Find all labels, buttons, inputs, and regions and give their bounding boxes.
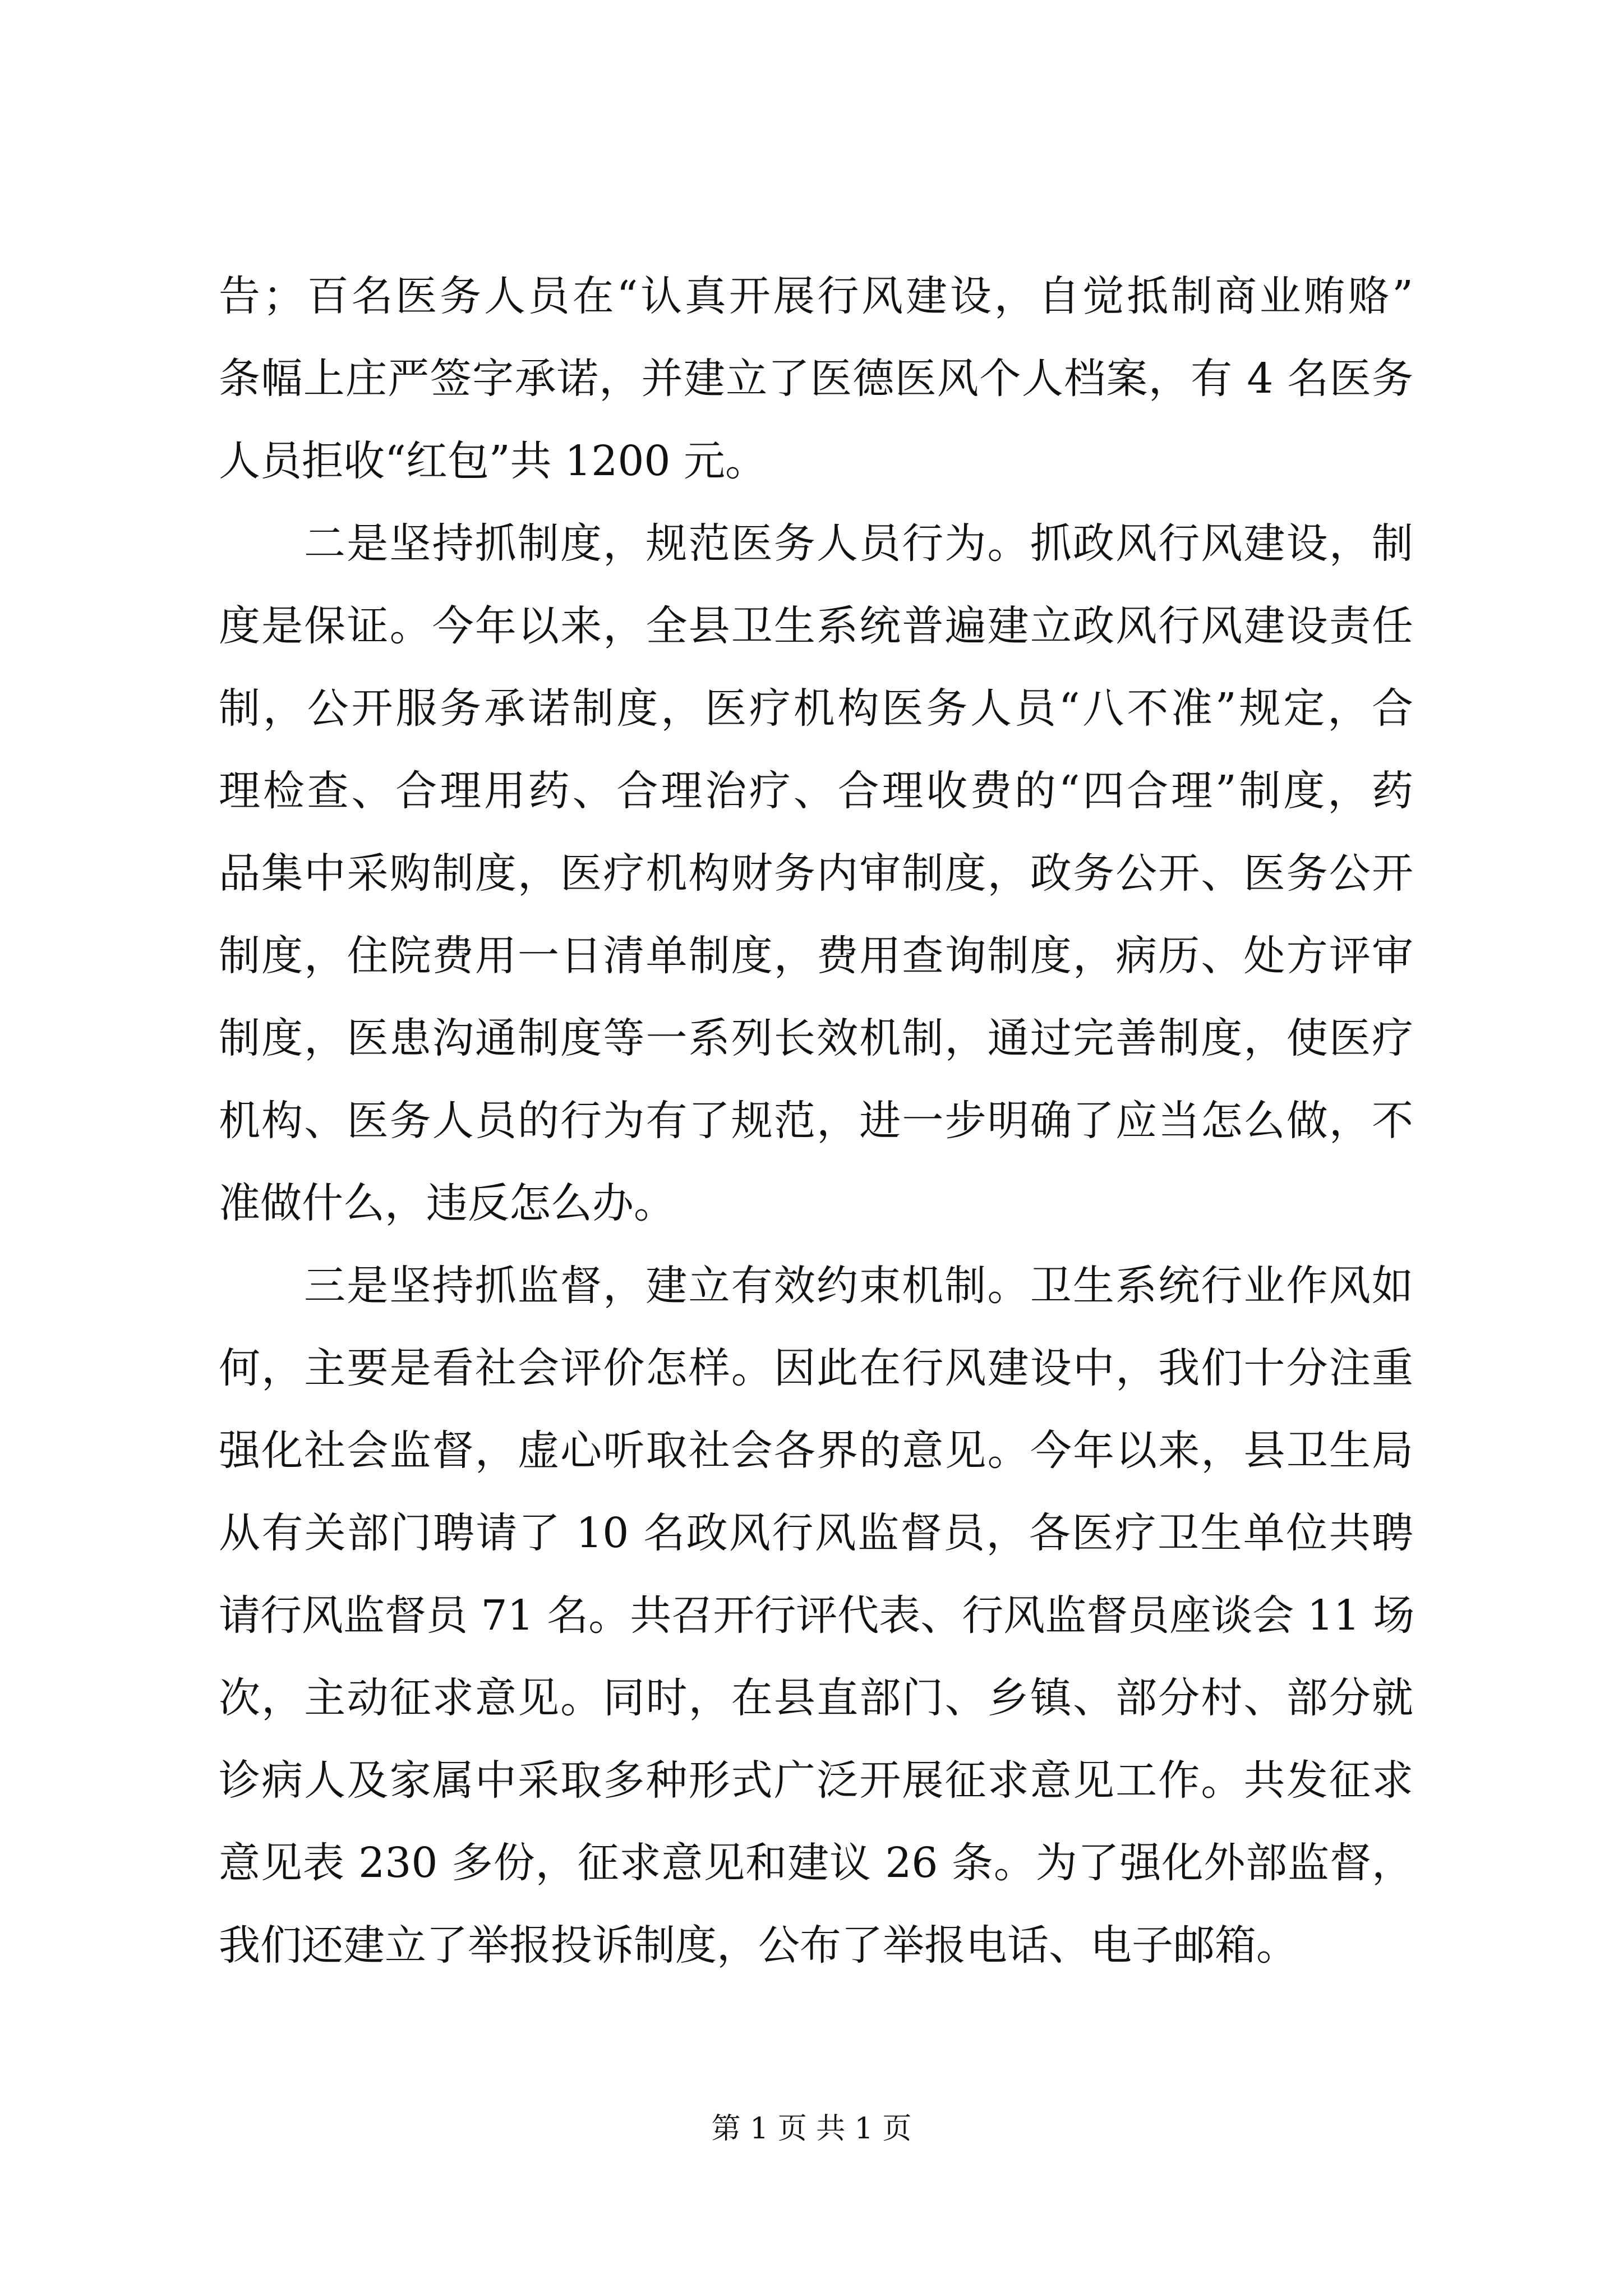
text-line: 意见表 230 多份，征求意见和建议 26 条。为了强化外部监督，	[219, 1839, 1413, 1887]
text-line: 二是坚持抓制度，规范医务人员行为。抓政风行风建设，制	[304, 519, 1413, 568]
text-line: 次，主动征求意见。同时，在县直部门、乡镇、部分村、部分就	[219, 1674, 1413, 1722]
text-line: 条幅上庄严签字承诺，并建立了医德医风个人档案，有 4 名医务	[219, 355, 1413, 403]
text-line: 品集中采购制度，医疗机构财务内审制度，政务公开、医务公开	[219, 849, 1413, 898]
page-number-label: 第 1 页 共 1 页	[711, 2112, 912, 2146]
paragraph-3	[219, 1245, 1413, 1987]
text-line: 诊病人及家属中采取多种形式广泛开展征求意见工作。共发征求	[219, 1756, 1413, 1805]
paragraph-2	[219, 503, 1413, 1245]
text-line: 制，公开服务承诺制度，医疗机构医务人员“八不准”规定，合	[219, 684, 1413, 733]
text-line: 从有关部门聘请了 10 名政风行风监督员，各医疗卫生单位共聘	[219, 1509, 1413, 1557]
paragraph-1	[219, 255, 1413, 503]
text-line: 准做什么，违反怎么办。	[219, 1179, 675, 1227]
text-line: 告；百名医务人员在“认真开展行风建设，自觉抵制商业贿赂”	[219, 272, 1413, 320]
text-line: 强化社会监督，虚心听取社会各界的意见。今年以来，县卫生局	[219, 1427, 1413, 1475]
text-line: 理检查、合理用药、合理治疗、合理收费的“四合理”制度，药	[219, 767, 1413, 815]
body-text	[219, 255, 1413, 1987]
text-line: 三是坚持抓监督，建立有效约束机制。卫生系统行业作风如	[304, 1262, 1413, 1310]
text-line: 制度，医患沟通制度等一系列长效机制，通过完善制度，使医疗	[219, 1014, 1413, 1062]
text-line: 人员拒收“红包”共 1200 元。	[219, 437, 767, 485]
text-line: 我们还建立了举报投诉制度，公布了举报电话、电子邮箱。	[219, 1921, 1298, 1970]
text-line: 度是保证。今年以来，全县卫生系统普遍建立政风行风建设责任	[219, 602, 1413, 650]
text-line: 请行风监督员 71 名。共召开行评代表、行风监督员座谈会 11 场	[219, 1591, 1415, 1640]
text-line: 何，主要是看社会评价怎样。因此在行风建设中，我们十分注重	[219, 1344, 1413, 1392]
text-line: 机构、医务人员的行为有了规范，进一步明确了应当怎么做，不	[219, 1097, 1413, 1145]
text-line: 制度，住院费用一日清单制度，费用查询制度，病历、处方评审	[219, 932, 1413, 980]
page-footer	[0, 2109, 1623, 2148]
